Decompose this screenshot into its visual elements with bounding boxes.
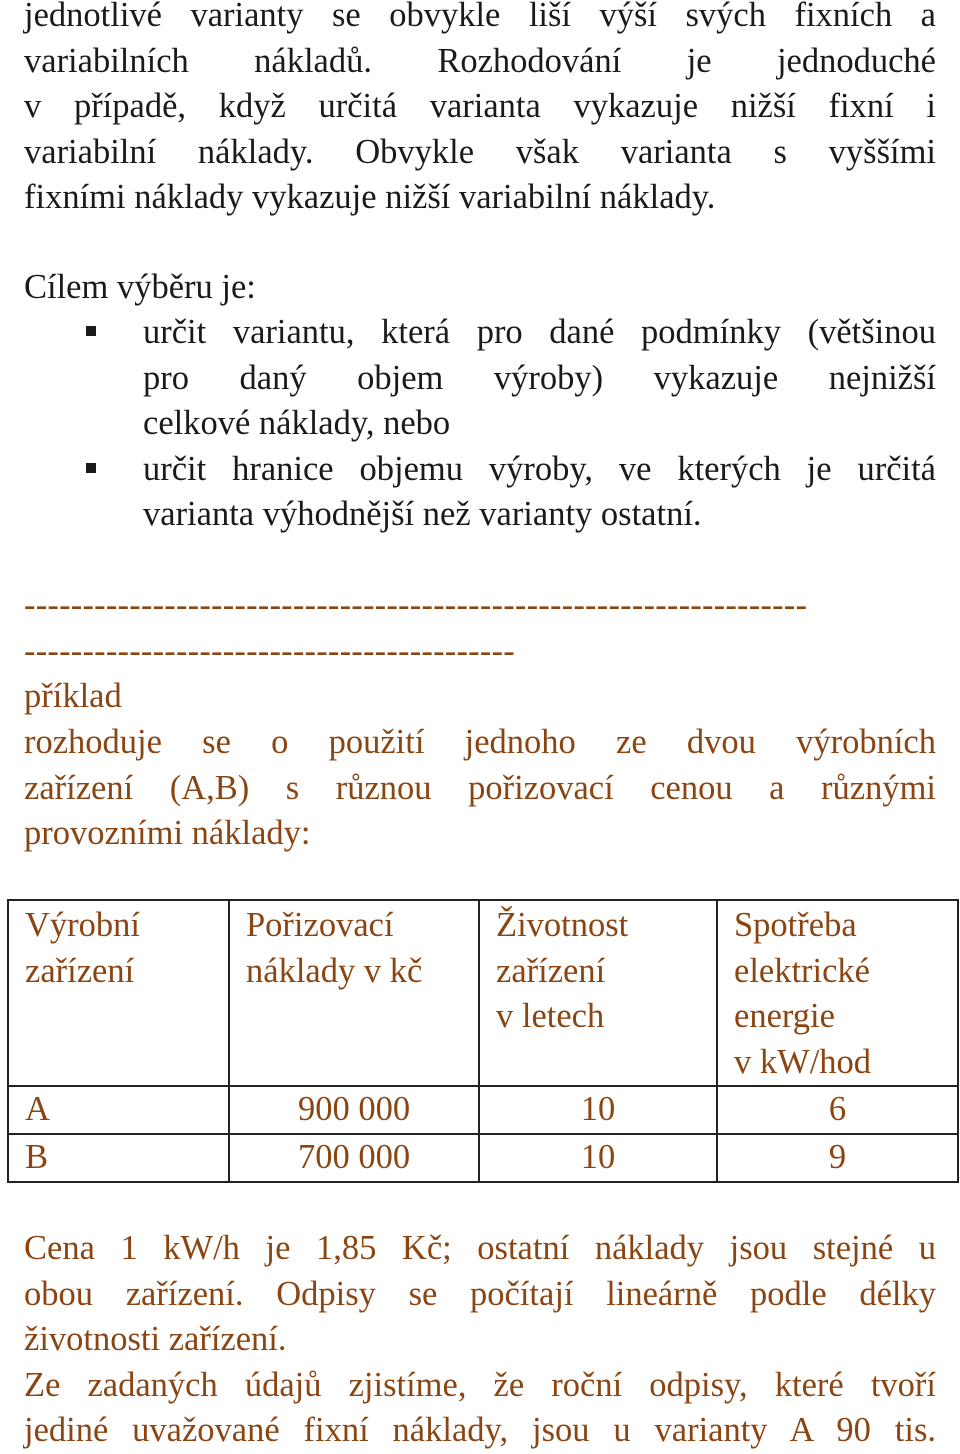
square-bullet-icon [86,463,96,473]
header-energy-consumption: Spotřeba elektrické energie v kW/hod [717,900,958,1086]
intro-line: variabilní náklady. Obvykle však varianta s vyššími [24,132,936,171]
cell-device: A [8,1086,229,1134]
example-line: zařízení (A,B) s různou pořizovací cenou a různými [24,768,936,807]
header-purchase-cost: Pořizovací náklady v kč [229,900,479,1086]
closing-line: obou zařízení. Odpisy se počítají lineárně podle délky [24,1274,936,1313]
closing-line: Cena 1 kW/h je 1,85 Kč; ostatní náklady jsou stejné u [24,1229,936,1267]
header-device: Výrobní zařízení [8,900,229,1086]
intro-paragraph [24,0,936,221]
list-item-line: určit hranice objemu výroby, ve kterých je určitá [143,449,936,488]
divider-line: ------------------------------------------ [24,631,515,670]
closing-line: Ze zadaných údajů zjistíme, že roční odpisy, které tvoří [24,1365,936,1404]
closing-line: životnosti zařízení. [24,1320,287,1358]
list-item-line: pro daný objem výroby) vykazuje nejnižší [143,358,936,397]
closing-line: jediné uvažované fixní náklady, jsou u varianty A 90 tis. [24,1411,936,1449]
cell-energy: 9 [717,1134,958,1182]
device-table [7,899,959,1183]
square-bullet-icon [86,326,96,336]
cell-purchase-cost: 700 000 [229,1134,479,1182]
goal-heading: Cílem výběru je: [24,268,256,306]
example-line: provozními náklady: [24,814,311,852]
table-row [8,1086,958,1134]
cell-purchase-cost: 900 000 [229,1086,479,1134]
cell-lifetime: 10 [479,1086,717,1134]
divider-line: ------------------------------------------------------------------- [24,586,808,624]
list-item [0,310,936,447]
cell-device: B [8,1134,229,1182]
cell-energy: 6 [717,1086,958,1134]
intro-line: v případě, když určitá varianta vykazuje nižší fixní i [24,87,936,125]
list-item [0,447,936,538]
list-item-line: celkové náklady, nebo [143,404,451,442]
list-item-line: určit variantu, která pro dané podmínky (většinou [143,313,936,351]
header-lifetime: Životnost zařízení v letech [479,900,717,1086]
cell-lifetime: 10 [479,1134,717,1182]
table-header-row [8,900,958,1086]
dashed-divider [24,583,944,674]
intro-line: jednotlivé varianty se obvykle liší výší svých fixních a [24,0,936,34]
example-paragraph [24,720,936,857]
intro-line: fixními náklady vykazuje nižší variabilní náklady. [24,178,716,216]
goal-list [0,310,960,538]
closing-paragraph [24,1226,936,1454]
example-label: příklad [24,677,122,715]
table-row [8,1134,958,1182]
intro-line: variabilních nákladů. Rozhodování je jednoduché [24,41,936,80]
example-line: rozhoduje se o použití jednoho ze dvou výrobních [24,723,936,761]
list-item-line: varianta výhodnější než varianty ostatní. [143,495,702,533]
